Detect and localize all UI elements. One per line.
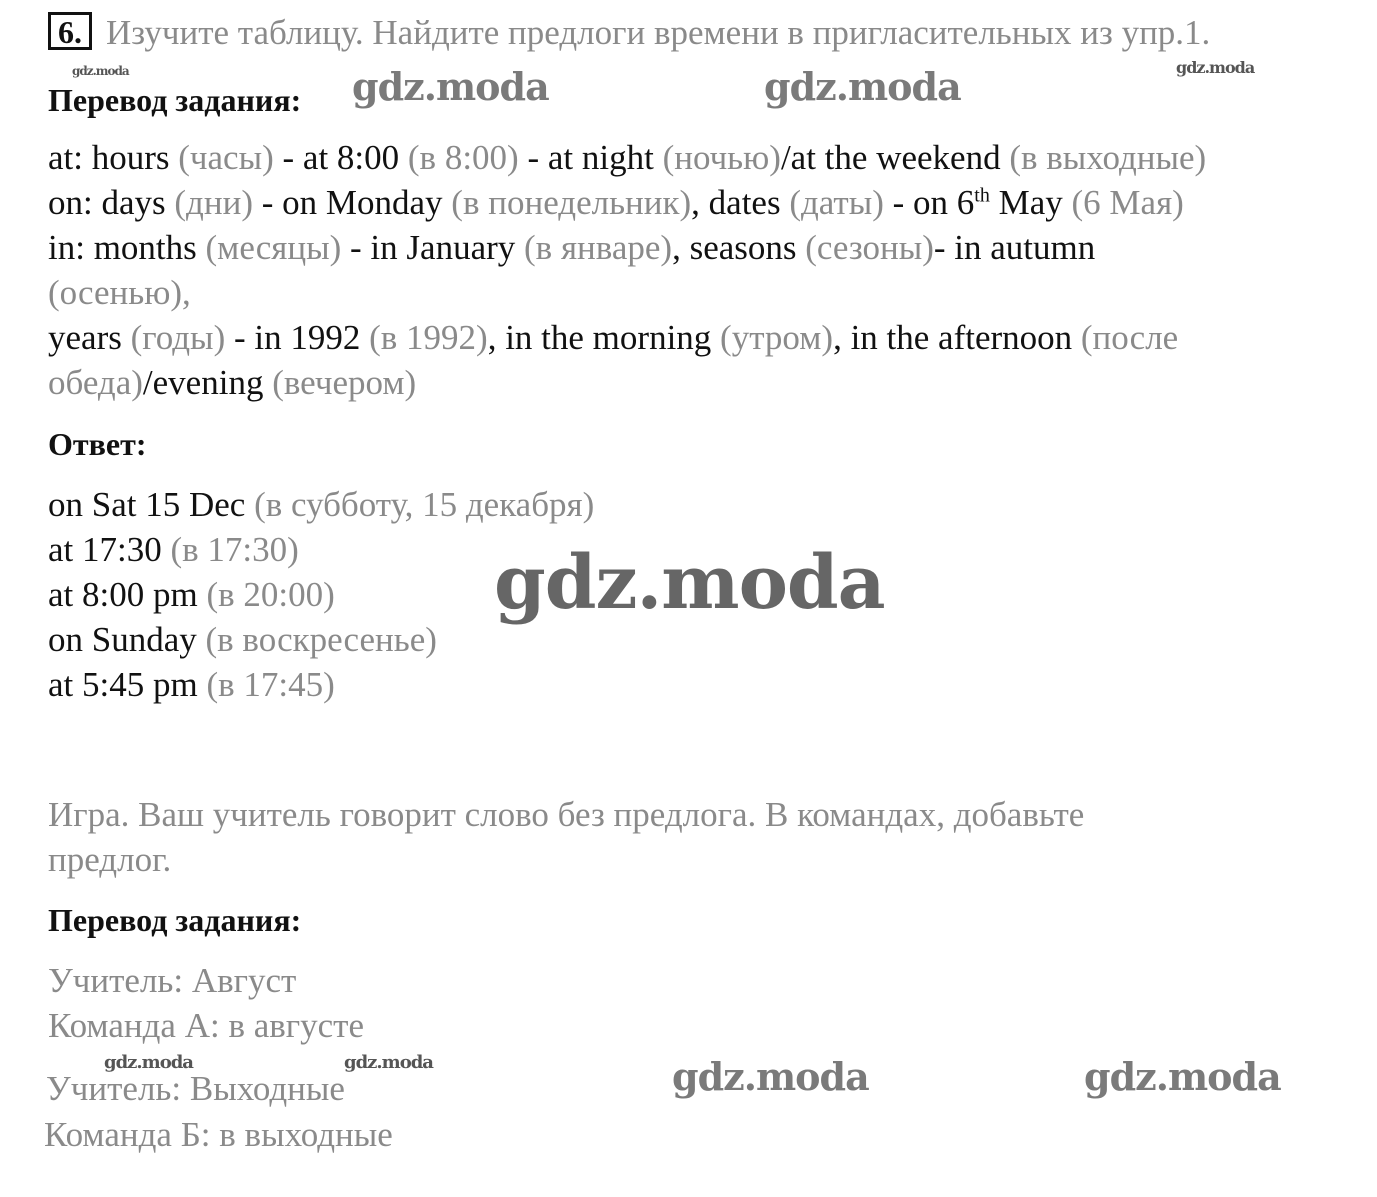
table-segment: , dates	[691, 183, 790, 222]
game-instruction-line-2: предлог.	[48, 840, 172, 879]
task-instruction: Изучите таблицу. Найдите предлоги времени в пригласительных из упр.1.	[106, 13, 1211, 52]
table-segment: /at the weekend	[780, 138, 1010, 177]
watermark: gdz.moda	[1084, 1054, 1281, 1099]
table-segment: (после	[1080, 318, 1179, 357]
answer-segment: (в 20:00)	[206, 575, 335, 614]
dialogue-line-4: Команда Б: в выходные	[44, 1115, 393, 1154]
table-segment: at: hours	[48, 138, 179, 177]
answer-line	[48, 572, 335, 617]
translation-heading-1: Перевод задания:	[48, 82, 302, 118]
table-segment: , in the morning	[487, 318, 721, 357]
table-line	[48, 180, 1184, 225]
table-segment: (ночью)	[662, 138, 781, 177]
table-segment: (в январе)	[524, 228, 673, 267]
table-segment: on: days	[48, 183, 175, 222]
answer-line	[48, 662, 335, 707]
answer-segment: at 8:00 pm	[48, 575, 207, 614]
answer-line	[48, 482, 594, 527]
table-segment: (в 1992)	[369, 318, 488, 357]
watermark: gdz.moda	[104, 1052, 193, 1073]
table-segment: (6 Мая)	[1071, 183, 1184, 222]
watermark: gdz.moda	[764, 64, 961, 109]
table-segment: - on 6	[883, 183, 975, 222]
table-segment: (вечером)	[272, 363, 417, 402]
table-segment: (утром)	[720, 318, 834, 357]
table-segment: (в выходные)	[1009, 138, 1207, 177]
answer-line	[48, 617, 437, 662]
table-segment: - in 1992	[225, 318, 370, 357]
table-segment: /evening	[142, 363, 273, 402]
table-segment: - in January	[341, 228, 525, 267]
dialogue-line-2: Команда А: в августе	[48, 1006, 365, 1045]
watermark: gdz.moda	[672, 1054, 869, 1099]
dialogue-line-1: Учитель: Август	[48, 961, 297, 1000]
watermark: gdz.moda	[1176, 58, 1255, 77]
table-segment: (даты)	[789, 183, 884, 222]
table-segment: , in the afternoon	[833, 318, 1081, 357]
table-segment: (месяцы)	[205, 228, 342, 267]
table-segment: (часы)	[178, 138, 274, 177]
table-segment: - in autumn	[933, 228, 1096, 267]
answer-segment: at 5:45 pm	[48, 665, 207, 704]
table-segment: - at 8:00	[273, 138, 408, 177]
answer-segment: on Sat 15 Dec	[48, 485, 255, 524]
table-segment: May	[989, 183, 1072, 222]
table-segment: (сезоны)	[805, 228, 934, 267]
table-line	[48, 225, 1095, 270]
table-segment: (дни)	[174, 183, 253, 222]
watermark: gdz.moda	[494, 540, 885, 626]
table-line	[48, 315, 1178, 360]
table-segment: in: months	[48, 228, 206, 267]
table-line	[48, 270, 191, 315]
task-number: 6.	[48, 12, 92, 50]
table-line	[48, 135, 1206, 180]
answer-segment: (в воскресенье)	[205, 620, 437, 659]
answer-segment: (в 17:30)	[170, 530, 299, 569]
answer-heading: Ответ:	[48, 426, 147, 462]
table-segment: (в понедельник)	[451, 183, 692, 222]
table-segment: обеда)	[48, 363, 143, 402]
table-segment: - at night	[518, 138, 663, 177]
table-segment: - on Monday	[252, 183, 452, 222]
table-segment: (годы)	[130, 318, 226, 357]
answer-segment: on Sunday	[48, 620, 206, 659]
table-segment: , seasons	[672, 228, 806, 267]
answer-segment: (в 17:45)	[206, 665, 335, 704]
table-segment: th	[974, 184, 990, 207]
game-instruction-line-1: Игра. Ваш учитель говорит слово без предлога. В командах, добавьте	[48, 795, 1085, 834]
answer-segment: at 17:30	[48, 530, 171, 569]
table-segment: (осенью),	[48, 273, 191, 312]
dialogue-line-3: Учитель: Выходные	[46, 1069, 345, 1108]
translation-heading-2: Перевод задания:	[48, 902, 302, 938]
answer-segment: (в субботу, 15 декабря)	[254, 485, 595, 524]
watermark: gdz.moda	[352, 64, 549, 109]
table-line	[48, 360, 416, 405]
answer-line	[48, 527, 299, 572]
table-segment: years	[48, 318, 131, 357]
watermark: gdz.moda	[72, 64, 129, 78]
table-segment: (в 8:00)	[407, 138, 519, 177]
watermark: gdz.moda	[344, 1052, 433, 1073]
